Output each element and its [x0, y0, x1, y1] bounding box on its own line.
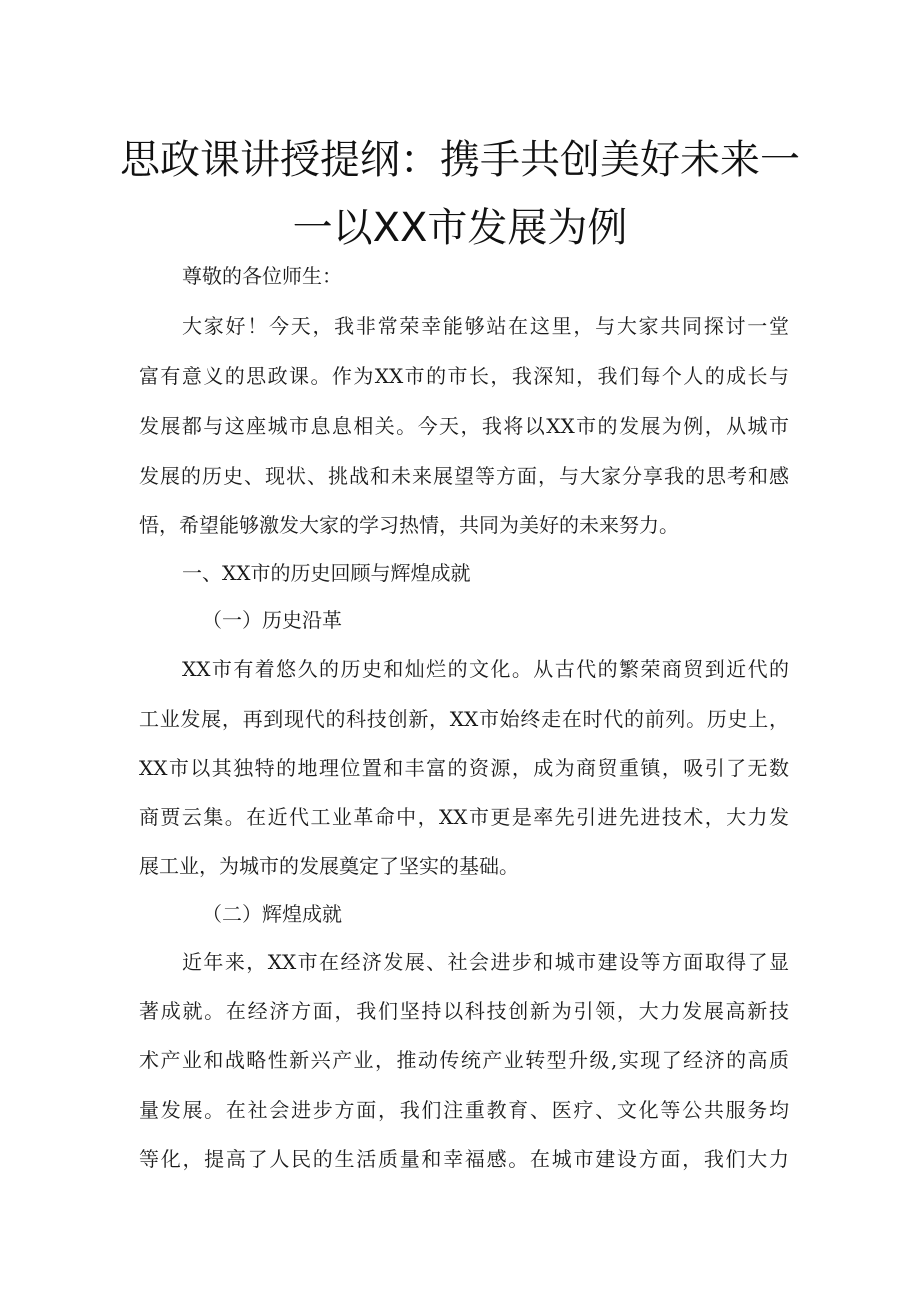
paragraph-line: 等化，提高了人民的生活质量和幸福感。在城市建设方面，我们大力: [139, 1147, 789, 1171]
intro-line: 悟，希望能够激发大家的学习热情，共同为美好的未来努力。: [139, 513, 679, 537]
paragraph-line: 量发展。在社会进步方面，我们注重教育、医疗、文化等公共服务均: [139, 1098, 789, 1122]
paragraph-line: 著成就。在经济方面，我们坚持以科技创新为引领，大力发展高新技: [139, 999, 789, 1023]
paragraph-line: 近年来，XX市在经济发展、社会进步和城市建设等方面取得了显: [182, 950, 789, 974]
intro-line: 大家好！今天，我非常荣幸能够站在这里，与大家共同探讨一堂: [182, 314, 789, 338]
intro-line: 发展的历史、现状、挑战和未来展望等方面，与大家分享我的思考和感: [139, 464, 789, 488]
greeting: 尊敬的各位师生：: [182, 264, 342, 288]
intro-line: 发展都与这座城市息息相关。今天，我将以XX市的发展为例，从城市: [139, 414, 789, 438]
intro-line: 富有意义的思政课。作为XX市的市长，我深知，我们每个人的成长与: [139, 364, 789, 388]
paragraph-line: 工业发展，再到现代的科技创新，XX市始终走在时代的前列。历史上，: [139, 707, 789, 731]
document-title-line-1: 思政课讲授提纲：携手共创美好未来一: [120, 137, 800, 183]
paragraph-line: 展工业，为城市的发展奠定了坚实的基础。: [139, 854, 519, 878]
subsection-1-heading: （一）历史沿革: [202, 608, 342, 632]
document-title-line-2: 一以XX市发展为例: [292, 205, 628, 251]
paragraph-line: 商贾云集。在近代工业革命中，XX市更是率先引进先进技术，大力发: [139, 805, 789, 829]
paragraph-line: 术产业和战略性新兴产业，推动传统产业转型升级,实现了经济的高质: [139, 1048, 789, 1072]
section-1-heading: 一、XX市的历史回顾与辉煌成就: [182, 561, 471, 585]
subsection-2-heading: （二）辉煌成就: [202, 902, 342, 926]
paragraph-line: XX市有着悠久的历史和灿烂的文化。从古代的繁荣商贸到近代的: [182, 657, 789, 681]
paragraph-line: XX市以其独特的地理位置和丰富的资源，成为商贸重镇，吸引了无数: [139, 756, 789, 780]
